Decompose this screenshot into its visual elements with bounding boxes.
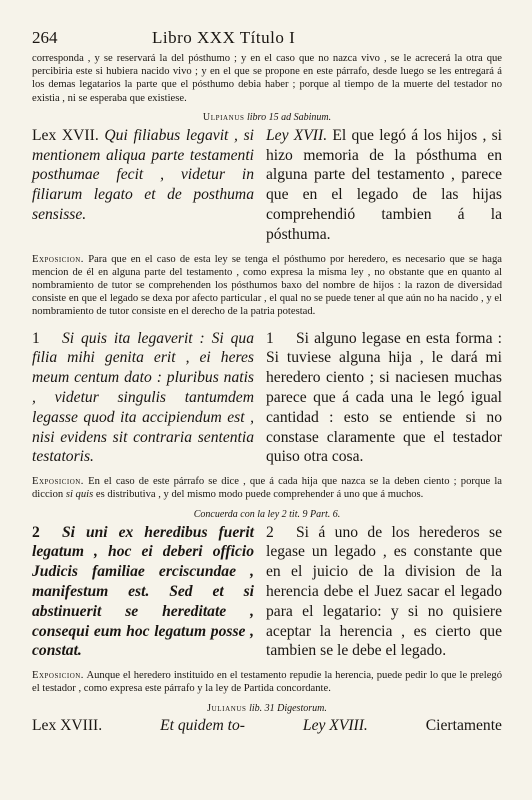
source-citation: lib. 31 Digestorum. — [249, 702, 327, 714]
lex-18-latin-text: Et quidem to- — [160, 716, 245, 734]
lex-17-spanish-label: Ley XVII. — [266, 126, 328, 144]
running-head: Libro XXX Título I — [152, 28, 296, 47]
exposicion-text-a: En el caso de este párrafo se dice , que á cada hija que nazca se la deben ciento ; porque la diccion — [32, 476, 502, 501]
lex-18-latin-label: Lex XVIII. — [32, 716, 103, 734]
lex-17-spanish-text: El que legó á los hijos , si hizo memoria de la pósthuma en alguna parte del testamento , parece que en el legado de las hijas comprehendió tambien á la pósthuma. — [266, 126, 502, 243]
section-2-columns — [32, 523, 502, 662]
section-1-spanish-text: Si alguno legase en esta forma : Si tuviese alguna hija , le dará mi heredero ciento ; si naciesen muchas parece que á cada una le legó igual cantidad : esto se entiende si no constase claramente que el testador quiso otra cosa. — [266, 329, 502, 466]
page-number: 264 — [32, 28, 58, 47]
exposicion-text-b: es distributiva , y del mismo modo puede comprehender á uno que á muchos. — [95, 489, 424, 501]
section-1-latin — [32, 329, 254, 468]
exposicion-1 — [32, 253, 502, 319]
source-author: Ulpianus — [202, 111, 245, 123]
lex-17-spanish — [266, 126, 502, 245]
exposicion-label: Exposicion. — [32, 253, 84, 265]
source-julianus — [32, 703, 502, 714]
book-page — [32, 28, 502, 735]
lex-17-latin-label: Lex XVII. — [32, 126, 99, 144]
section-2-latin-text: Si uni ex heredibus fuerit legatum , hoc ei deberi officio Judicis familiae erciscundae , manifestum est. Sed et si abstinuerit se hereditate , consequi eum hoc legatum posse , constat. — [32, 523, 254, 660]
lex-18-line — [32, 717, 502, 735]
lex-18-spanish-label: Ley XVIII. — [302, 716, 368, 734]
section-1-spanish-number: 1 — [266, 329, 274, 347]
section-2-spanish — [266, 523, 502, 662]
intro-paragraph: corresponda , y se reservará la del pósthumo ; y en el caso que no nazca vivo , se le acrecerá la otra que percibiria este si hubiera nacido vivo ; y en el que se propone en este párrafo, desde luego se les entregará á los demas legatarios la parte que el pósthumo debia haber ; porque al tiempo de la muerte del testador no existia , ni se esperaba que existiese. — [32, 53, 502, 104]
section-2-number: 2 — [32, 523, 40, 541]
lex-17-latin — [32, 126, 254, 245]
lex-17-latin-text: Qui filiabus legavit , si mentionem aliqua parte testamenti posthumae fecit , videtur in filiarum legato et de posthuma sensisse. — [32, 126, 254, 223]
exposicion-label: Exposicion. — [32, 670, 84, 682]
section-2-spanish-text: Si á uno de los herederos se legase un legado , es constante que en el juicio de la division de la herencia debe el Juez sacar el legado para el legatario: y si no quisiere aceptar la herencia , es cierto que tambien se le debe el legado. — [266, 523, 502, 660]
source-ulpianus — [32, 112, 502, 123]
section-2-latin — [32, 523, 254, 662]
source-citation: libro 15 ad Sabinum. — [247, 111, 332, 123]
section-2-spanish-number: 2 — [266, 523, 274, 541]
lex-18-spanish-text: Ciertamente — [425, 716, 502, 734]
exposicion-italic: si quis — [65, 489, 94, 501]
section-1-spanish — [266, 329, 502, 468]
exposicion-text: Para que en el caso de esta ley se tenga el pósthumo por heredero, es necesario que se haga mencion de él en alguna parte del testamento , como expresa la misma ley , no obstante que en quanto al nombramiento de tutor se comprehenden los pósthumos baxo del nombre de hijos : la razon de diversidad consiste en que el legado se dexa por afecto particular , el qual no se puede tener al que aún no ha nacido , y el nombramiento de tutor consiste en el derecho de la patria potestad. — [32, 253, 502, 318]
exposicion-label: Exposicion. — [32, 476, 84, 488]
section-1-number: 1 — [32, 329, 40, 347]
exposicion-text: Aunque el heredero instituido en el testamento repudie la herencia, puede pedir lo que le prelegó el testador , como expresa este párrafo y la ley de Partida concordante. — [32, 670, 503, 695]
page-header — [32, 28, 502, 52]
exposicion-3 — [32, 669, 502, 695]
source-author: Julianus — [207, 702, 247, 714]
exposicion-2 — [32, 475, 502, 501]
concordance-note: Concuerda con la ley 2 tit. 9 Part. 6. — [193, 508, 341, 520]
section-1-latin-text: Si quis ita legaverit : Si qua filia mihi genita erit , ei heres meum centum dato : pluribus natis , videtur singulis tantumdem legasse quod ita accipiendum est , nisi evidens sit contraria sententia testatoris. — [32, 329, 254, 466]
lex-17-columns — [32, 126, 502, 245]
section-1-columns — [32, 329, 502, 468]
